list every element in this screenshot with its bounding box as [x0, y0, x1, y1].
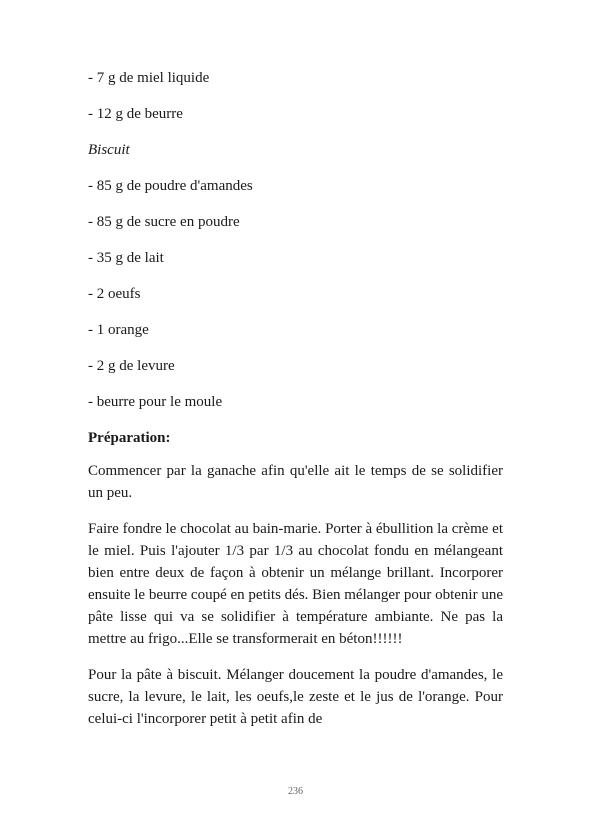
ingredient-line: - 12 g de beurre — [88, 106, 183, 122]
ingredient-line: - 1 orange — [88, 322, 149, 338]
ingredient-line: - 85 g de sucre en poudre — [88, 214, 240, 230]
page-number: 236 — [288, 786, 303, 797]
ingredient-line: - 7 g de miel liquide — [88, 70, 210, 86]
ingredient-line: - 2 oeufs — [88, 286, 141, 302]
paragraph: Faire fondre le chocolat au bain-marie. Porter à ébullition la crème et le miel. Puis l'ajouter 1/3 par 1/3 au chocolat fondu en mélangeant bien entre deux de façon à obtenir un mélange brillant. Incorporer ensuite le beurre coupé en petits dés. Bien mélanger pour obtenir une pâte lisse qui va se solidifier à température ambiante. Ne pas la mettre au frigo...Elle se transformerait en béton!!!!!! — [88, 521, 503, 647]
paragraph: Pour la pâte à biscuit. Mélanger doucement la poudre d'amandes, le sucre, la levure, le lait, les oeufs,le zeste et le jus de l'orange. Pour celui-ci l'incorporer petit à petit afin de — [88, 667, 503, 727]
biscuit-heading: Biscuit — [88, 142, 130, 158]
preparation-heading: Préparation: — [88, 430, 171, 446]
ingredient-line: - beurre pour le moule — [88, 394, 223, 410]
ingredient-line: - 2 g de levure — [88, 358, 175, 374]
page-content — [88, 64, 503, 744]
ingredient-line: - 35 g de lait — [88, 250, 164, 266]
ingredient-line: - 85 g de poudre d'amandes — [88, 178, 253, 194]
paragraph: Commencer par la ganache afin qu'elle ait le temps de se solidifier un peu. — [88, 463, 503, 501]
